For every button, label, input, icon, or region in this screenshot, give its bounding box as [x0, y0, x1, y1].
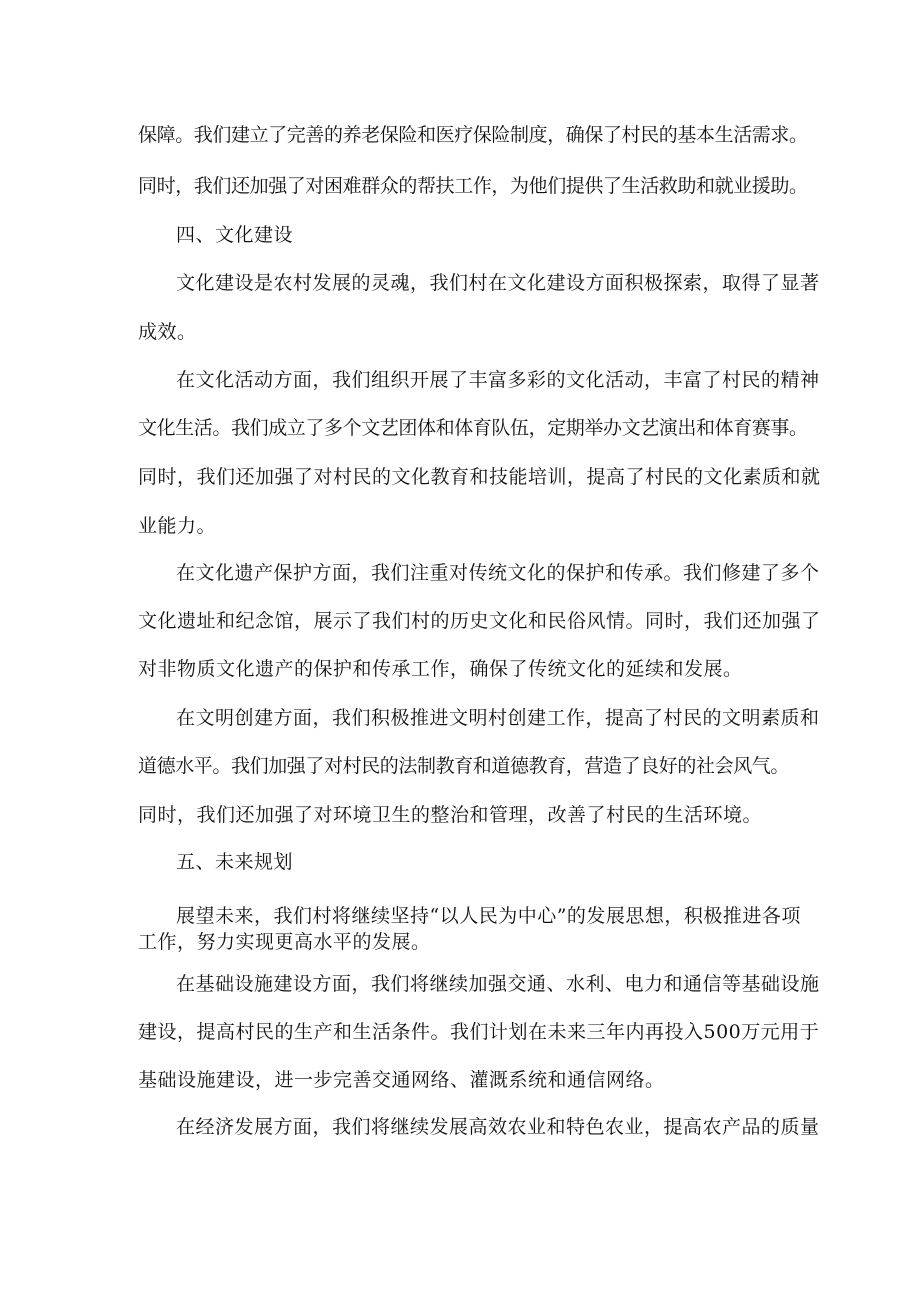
paragraph-line: 保障。我们建立了完善的养老保险和医疗保险制度，确保了村民的基本生活需求。: [138, 124, 808, 146]
paragraph-line: 文化遗址和纪念馆，展示了我们村的历史文化和民俗风情。同时，我们还加强了: [138, 610, 821, 632]
paragraph-line: 同时，我们还加强了对困难群众的帮扶工作，为他们提供了生活救助和就业援助。: [138, 175, 808, 197]
paragraph-line: 对非物质文化遗产的保护和传承工作，确保了传统文化的延续和发展。: [138, 658, 743, 680]
paragraph-line: 成效。: [138, 321, 197, 343]
paragraph-line: 在文明创建方面，我们积极推进文明村创建工作，提高了村民的文明素质和: [176, 707, 820, 729]
paragraph-line: 文化生活。我们成立了多个文艺团体和体育队伍，定期举办文艺演出和体育赛事。: [138, 417, 808, 439]
paragraph-line: 在基础设施建设方面，我们将继续加强交通、水利、电力和通信等基础设施: [176, 973, 820, 995]
paragraph-line: 工作，努力实现更高水平的发展。: [138, 931, 431, 953]
paragraph-line: 在经济发展方面，我们将继续发展高效农业和特色农业，提高农产品的质量: [176, 1116, 820, 1138]
paragraph-line: 展望未来，我们村将继续坚持“以人民为中心”的发展思想，积极推进各项: [176, 905, 801, 927]
section-heading-culture: 四、文化建设: [176, 224, 294, 246]
paragraph-line: 道德水平。我们加强了对村民的法制教育和道德教育，营造了良好的社会风气。: [138, 755, 790, 777]
paragraph-line: 建设，提高村民的生产和生活条件。我们计划在未来三年内再投入500万元用于: [138, 1021, 820, 1043]
section-heading-future: 五、未来规划: [176, 851, 294, 873]
paragraph-line: 基础设施建设，进一步完善交通网络、灌溉系统和通信网络。: [138, 1069, 665, 1091]
paragraph-line: 在文化活动方面，我们组织开展了丰富多彩的文化活动，丰富了村民的精神: [176, 369, 820, 391]
paragraph-line: 同时，我们还加强了对村民的文化教育和技能培训，提高了村民的文化素质和就: [138, 466, 821, 488]
paragraph-line: 同时，我们还加强了对环境卫生的整治和管理，改善了村民的生活环境。: [138, 804, 763, 826]
paragraph-line: 在文化遗产保护方面，我们注重对传统文化的保护和传承。我们修建了多个: [176, 562, 820, 584]
paragraph-line: 业能力。: [138, 515, 217, 537]
paragraph-line: 文化建设是农村发展的灵魂，我们村在文化建设方面积极探索，取得了显著: [176, 272, 820, 294]
